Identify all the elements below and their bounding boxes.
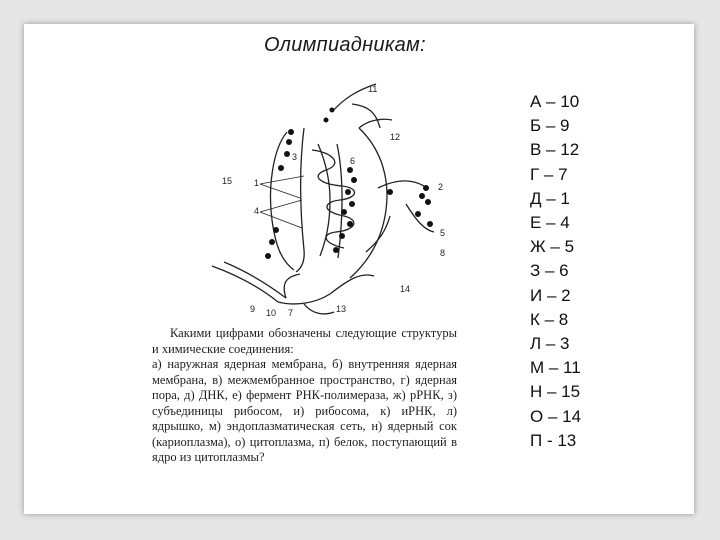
answer-item: В – 12 [530, 140, 580, 160]
diagram-label: 11 [368, 84, 378, 94]
answer-list [530, 90, 581, 453]
er-bottom [212, 262, 374, 304]
ribosome-dots [265, 108, 433, 260]
nucleolus-inner [337, 144, 342, 258]
diagram-label: 5 [440, 228, 446, 238]
diagram-label: 1 [254, 178, 260, 188]
er-link [284, 274, 300, 298]
diagram-label: 8 [440, 248, 446, 258]
diagram-label: 10 [266, 308, 277, 318]
answer-item: Г – 7 [530, 164, 568, 184]
leader-lines [260, 176, 304, 228]
question-heading: Какими цифрами обозначены следующие структуры и химические соединения: [152, 326, 457, 356]
answer-item: П - 13 [530, 430, 577, 450]
answer-item: Н – 15 [530, 382, 581, 402]
nucleus-diagram-svg [154, 80, 464, 320]
er-top [332, 84, 392, 128]
nucleus-diagram [154, 80, 464, 320]
answer-item: И – 2 [530, 285, 571, 305]
arrow-2 [378, 181, 424, 188]
answer-item: Л – 3 [530, 334, 570, 354]
answer-item: Б – 9 [530, 116, 570, 136]
chromatin [312, 150, 355, 248]
answer-item: О – 14 [530, 406, 582, 426]
diagram-label: 2 [438, 182, 444, 192]
answer-item: Д – 1 [530, 188, 570, 208]
diagram-label: 13 [336, 304, 347, 314]
diagram-label: 9 [250, 304, 256, 314]
answer-item: М – 11 [530, 358, 581, 378]
diagram-label: 12 [390, 132, 401, 142]
arrow-13 [304, 304, 334, 314]
diagram-label: 3 [292, 152, 298, 162]
answer-item: Ж – 5 [530, 237, 575, 257]
arrow-14 [366, 216, 390, 252]
diagram-label: 15 [222, 176, 233, 186]
nucleolus-outline [318, 144, 330, 256]
question-options: а) наружная ядерная мембрана, б) внутренняя ядерная мембрана, в) межмембранное пространство, г) ядерная пора, д) ДНК, е) фермент РНК-полимераза, ж) рРНК, з) субъединицы рибосом, и) рибосома, к) иРНК, л) ядрышко, м) эндоплазматическая сеть, н) ядерный сок (кариоплазма), о) цитоплазма, п) белок, поступающий в ядро из цитоплазмы? [152, 357, 457, 464]
answer-item: З – 6 [530, 261, 569, 281]
inner-membrane-left [296, 128, 304, 272]
answer-item: А – 10 [530, 92, 580, 111]
diagram-label: 7 [288, 308, 294, 318]
membrane-right [350, 128, 387, 278]
slide-title: Олимпиадникам: [264, 34, 426, 56]
answer-item: К – 8 [530, 309, 569, 329]
arrow-8 [406, 204, 434, 232]
slide [24, 24, 694, 514]
outer-membrane-left [271, 132, 294, 270]
question-text [152, 326, 457, 466]
diagram-label: 4 [254, 206, 260, 216]
answer-item: Е – 4 [530, 213, 570, 233]
diagram-label: 14 [400, 284, 411, 294]
diagram-label: 6 [350, 156, 356, 166]
